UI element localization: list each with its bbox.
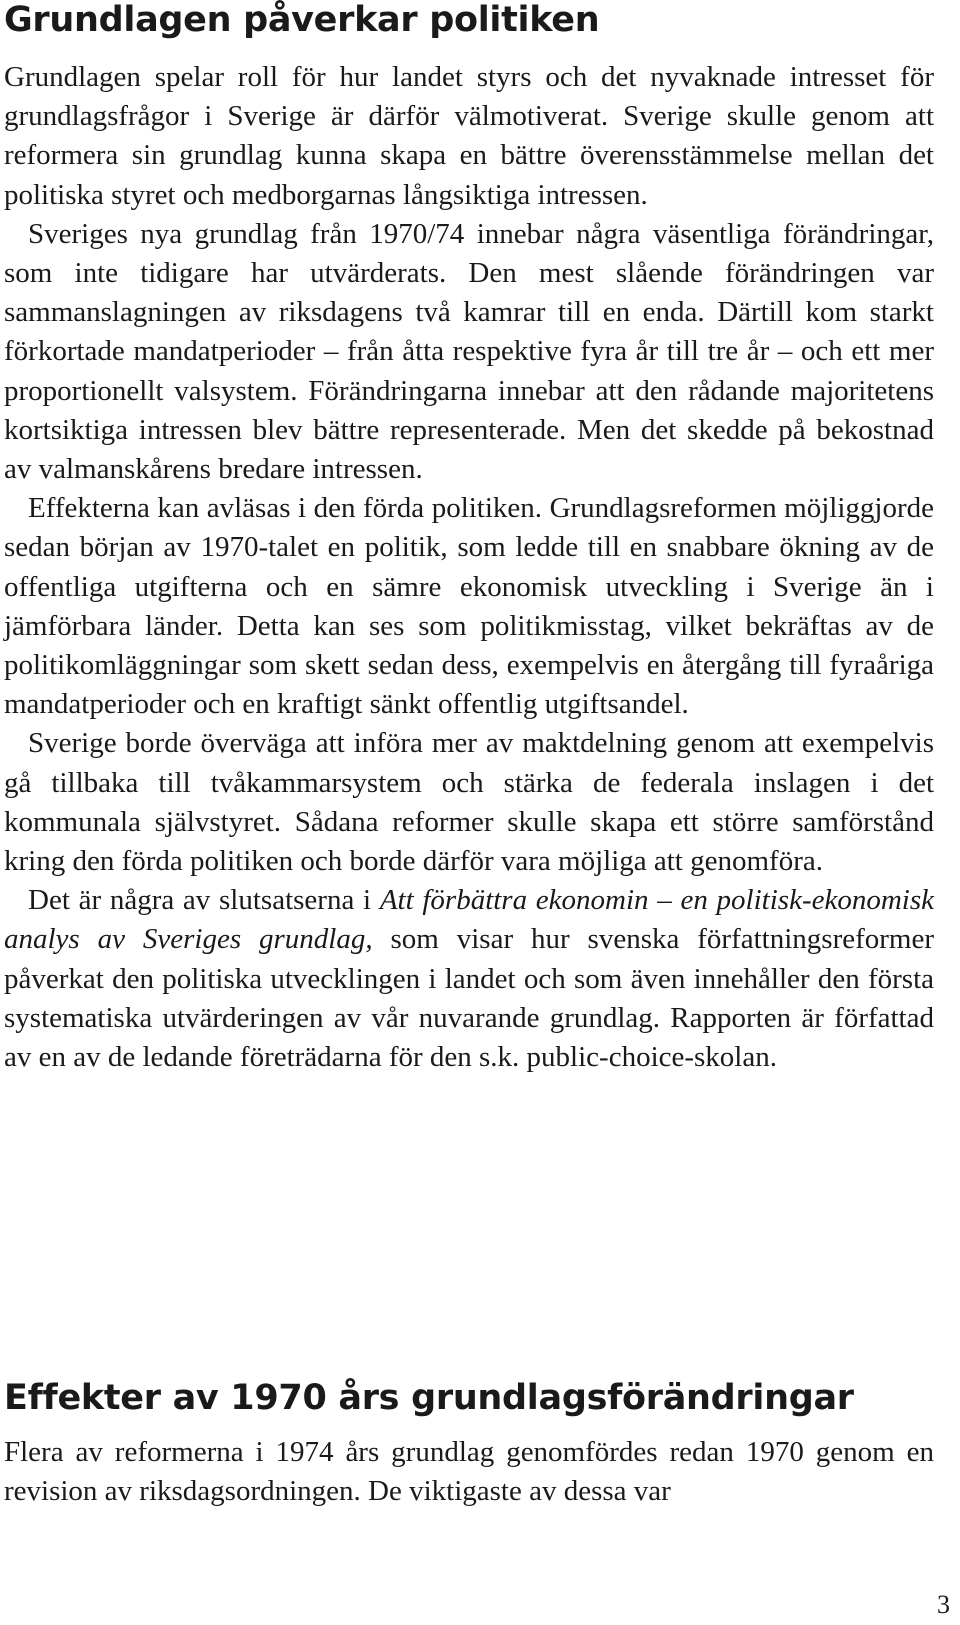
paragraph-conclusions bbox=[4, 881, 934, 1077]
section-2-body bbox=[4, 1433, 934, 1511]
section-heading-2: Effekter av 1970 års grundlagsförändringar bbox=[4, 1378, 854, 1418]
conclusions-lead-text: Det är några av slutsatserna i bbox=[28, 884, 380, 917]
paragraph-reforms: Flera av reformerna i 1974 års grundlag genomfördes redan 1970 genom en revision av riksdagsordningen. De viktigaste av dessa var bbox=[4, 1436, 934, 1508]
paragraph-intro: Grundlagen spelar roll för hur landet styrs och det nyvaknade intresset för grundlagsfrågor i Sverige är därför välmotiverat. Sverige skulle genom att reformera sin grundlag kunna skapa en bättre överensstämmelse mellan det politiska styret och medborgarnas långsiktiga intressen. bbox=[4, 61, 934, 211]
section-heading-1: Grundlagen påverkar politiken bbox=[4, 0, 600, 40]
paragraph-effects: Effekterna kan avläsas i den förda politiken. Grundlagsreformen möjliggjorde sedan början av 1970-talet en politik, som ledde till en snabbare ökning av de offentliga utgifterna och en sämre ekonomisk utveckling i Sverige än i jämförbara länder. Detta kan ses som politikmisstag, vilket bekräftas av de politikomläggningar som skett sedan dess, exempelvis en återgång till fyraåriga mandatperioder och en kraftigt sänkt offentlig utgiftsandel. bbox=[4, 492, 934, 721]
report-title: Att förbättra ekonomin – en politisk-ekonomisk analys av Sveriges grundlag, bbox=[4, 884, 935, 956]
conclusions-rest-text: som visar hur svenska författningsreformer påverkat den politiska utvecklingen i landet och som även innehåller den första systematiska utvärderingen av vår nuvarande grundlag. Rapporten är författad av en av de ledande företrädarna för den s.k. public-choice-skolan. bbox=[4, 923, 934, 1074]
paragraph-new-constitution: Sveriges nya grundlag från 1970/74 innebar några väsentliga förändringar, som inte tidigare har utvärderats. Den mest slående förändringen var sammanslagningen av riksdagens två kamrar till en enda. Därtill kom starkt förkortade mandatperioder – från åtta respektive fyra år till tre år – och ett mer proportionellt valsystem. Förändringarna innebar att den rådande majoritetens kortsiktiga intressen blev bättre representerade. Men det skedde på bekostnad av valmanskårens bredare intressen. bbox=[4, 217, 934, 486]
page-number: 3 bbox=[937, 1590, 950, 1619]
section-1-body bbox=[4, 58, 934, 1077]
paragraph-recommendation: Sverige borde överväga att införa mer av maktdelning genom att exempelvis gå tillbaka till tvåkammarsystem och stärka de federala inslagen i det kommunala självstyret. Sådana reformer skulle skapa ett större samförstånd kring den förda politiken och borde därför vara möjliga att genomföra. bbox=[4, 727, 934, 878]
